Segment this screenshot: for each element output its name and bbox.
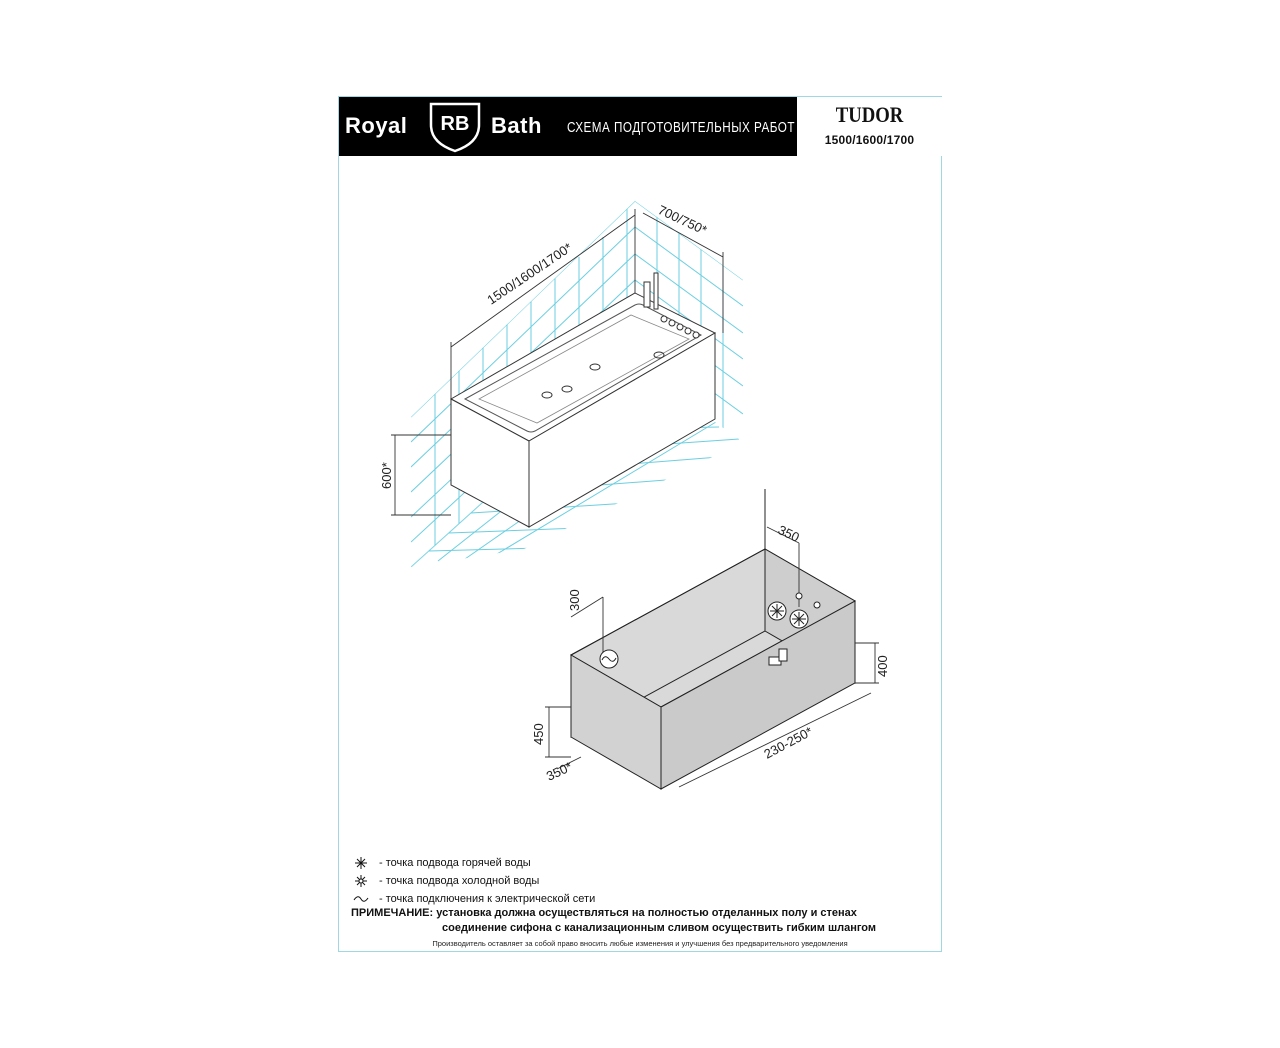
legend [351, 854, 941, 908]
installation-drawing [339, 97, 943, 853]
legend-item-hot [351, 854, 941, 872]
electric-point-icon [600, 650, 618, 668]
legend-text-cold: - точка подвода холодной воды [379, 875, 540, 887]
disclaimer: Производитель оставляет за собой право вносить любые изменения и улучшения без предварительного уведомления [432, 939, 848, 948]
dim-width: 700/750* [655, 202, 710, 238]
brand-monogram: RB [440, 113, 470, 135]
dim-350-bottom: 350* [543, 758, 575, 784]
faucet [644, 282, 650, 307]
hot-water-icon [351, 854, 371, 872]
note-label: ПРИМЕЧАНИЕ: [351, 907, 434, 919]
legend-item-electric [351, 890, 941, 908]
dim-length: 1500/1600/1700* [484, 239, 575, 308]
dim-height: 600* [379, 462, 394, 489]
legend-text-hot: - точка подвода горячей воды [379, 857, 531, 869]
hot-water-point-icon [790, 610, 808, 628]
dim-300: 300 [567, 589, 582, 611]
control-knob [661, 316, 667, 322]
page-title: СХЕМА ПОДГОТОВИТЕЛЬНЫХ РАБОТ [567, 119, 795, 136]
bathtub [451, 273, 715, 527]
installation-walls [571, 489, 855, 789]
dim-400: 400 [875, 655, 890, 677]
legend-text-electric: - точка подключения к электрической сети [379, 893, 596, 905]
note-line-1 [351, 907, 857, 919]
note-text-2: соединение сифона с канализационным сливом осуществить гибким шлангом [442, 922, 877, 934]
brand-bath: Bath [491, 113, 542, 138]
drawing-sheet [338, 96, 942, 952]
electric-icon [351, 890, 371, 908]
dim-230-250: 230-250* [761, 723, 816, 762]
model-name: TUDOR [835, 102, 904, 127]
note-text-1: установка должна осуществляться на полностью отделанных полу и стенах [436, 907, 857, 919]
dim-350-top: 350 [775, 522, 802, 545]
brand-royal: Royal [345, 113, 408, 138]
cold-water-point-icon [768, 602, 786, 620]
cold-water-icon [351, 872, 371, 890]
model-sizes: 1500/1600/1700 [824, 133, 915, 147]
legend-item-cold [351, 872, 941, 890]
dim-450: 450 [531, 723, 546, 745]
